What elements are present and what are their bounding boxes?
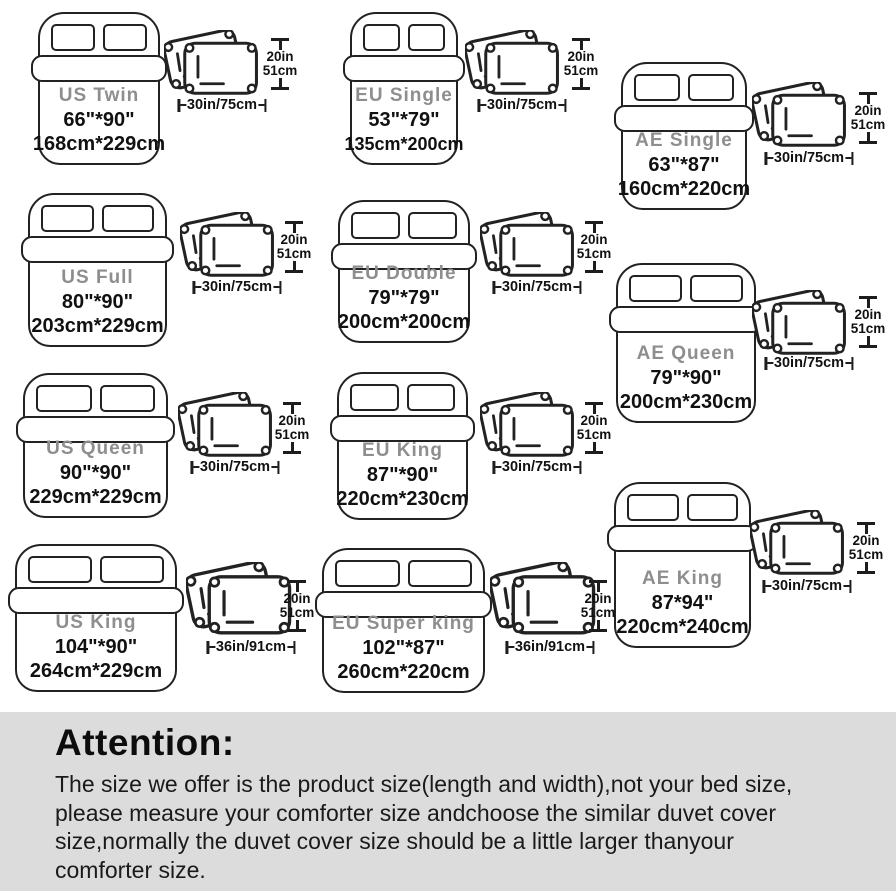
pillow-width-label: 30in/75cm [186,97,258,113]
attention-heading: Attention: [55,722,235,763]
bed-name: US King [55,612,137,633]
bed-pillows [340,202,468,239]
attention-line: please measure your comforter size andchoose the similar duvet cover [55,799,777,826]
bed-label-block [27,85,171,155]
pillow-pair-icon [164,30,264,98]
dim-cap [589,629,607,632]
bed-pillow-icon [408,212,457,239]
bed-size-inches: 79"*90" [650,367,722,389]
pillow-pair [180,212,280,280]
pillow-height-label: 20in 51cm [262,49,298,78]
bed-sheet-band [609,306,763,333]
pillow-pair-icon [752,82,852,150]
bed-pillows [352,14,456,51]
pillow-pair [480,212,580,280]
dim-tick [564,99,567,112]
pillow-height-label: 20in 51cm [576,232,612,261]
front-pillow [201,225,273,275]
pillow-width-dimension [505,639,594,655]
pillow-pair [465,30,565,98]
bed-pillow-icon [335,560,400,587]
bed-label-block [326,440,479,510]
dim-cap [572,87,590,90]
bed-size-cm: 203cm*229cm [31,315,164,337]
dim-line [867,132,870,141]
attention-line: size,normally the duvet cover size should be a little larger thanyour [55,828,734,854]
dim-tick [264,99,267,112]
pillow-width-dimension [764,150,853,166]
bed-size-cm: 264cm*229cm [29,660,163,682]
bed-size-inches: 87*94" [651,592,714,614]
bed-pillows [616,484,749,521]
bed-eu-single [344,12,464,165]
dim-line [865,562,868,571]
bed-pillow-icon [350,384,399,411]
bed-sheet-band [8,587,184,614]
pillow-height-dimension [572,221,616,273]
bed-us-queen [23,373,168,518]
pillow-width-dimension [192,279,281,295]
bed-label-block [17,267,178,337]
bed-pillows [623,64,745,101]
bed-pillow-icon [688,74,734,101]
front-pillow [771,523,843,573]
bed-us-twin [32,12,166,165]
pillow-pair [164,30,264,98]
front-pillow [486,43,558,93]
pillow-height-dimension [559,38,603,90]
dim-line [279,78,282,87]
dim-line [593,442,596,451]
bed-pillows [25,375,166,412]
bed-size-cm: 229cm*229cm [29,486,162,508]
dim-cap [271,87,289,90]
bed-name: US Full [61,267,134,288]
pillow-height-label: 20in 51cm [274,413,310,442]
pillow-pair-icon [180,212,280,280]
pillow-width-dimension [477,97,566,113]
bed-label-block [603,568,762,638]
dim-line [867,336,870,345]
bed-pillow-icon [103,24,147,51]
bed-pillow-icon [363,24,400,51]
bed-ae-single [617,62,751,210]
front-pillow [199,405,271,455]
pillow-width-label: 30in/75cm [773,355,845,371]
pillow-height-dimension [576,580,620,632]
bed-pillow-icon [41,205,94,232]
bed-pillow-icon [100,385,156,412]
dim-line [296,620,299,629]
bed-label-block [327,263,481,333]
bed-ae-king [614,482,751,648]
dim-cap [285,270,303,273]
pillow-pair-icon [480,392,580,460]
pillow-height-label: 20in 51cm [850,103,886,132]
pillow-width-label: 30in/75cm [501,279,573,295]
bed-pillow-icon [634,74,680,101]
dim-line [293,261,296,270]
bed-sheet-band [614,105,754,132]
bed-name: AE Queen [636,343,736,364]
bed-pillows [17,546,175,583]
dim-cap [585,451,603,454]
pillow-width-label: 30in/75cm [773,150,845,166]
bed-pillow-icon [351,212,400,239]
bed-pillow-icon [407,384,456,411]
dim-tick [279,281,282,294]
dim-tick [592,641,595,654]
bed-name: EU Double [351,263,457,284]
dim-tick [579,461,582,474]
attention-body [55,770,792,884]
bed-size-cm: 220cm*240cm [616,616,749,638]
bed-size-inches: 79"*79" [368,287,440,309]
pillow-height-label: 20in 51cm [276,232,312,261]
bed-label-block [605,343,767,413]
pillow-width-dimension [762,578,851,594]
pillow-height-label: 20in 51cm [850,307,886,336]
bed-name: EU Super king [332,613,475,634]
pillow-height-dimension [272,221,316,273]
bed-sheet-band [343,55,465,82]
pillow-pair [480,392,580,460]
bed-label-block [4,612,188,682]
bed-size-cm: 260cm*220cm [337,661,470,683]
bed-pillows [30,195,165,232]
dim-cap [288,629,306,632]
dim-cap [859,141,877,144]
bed-pillow-icon [36,385,92,412]
pillow-width-label: 30in/75cm [199,459,271,475]
dim-tick [851,357,854,370]
bed-pillows [618,265,754,302]
bed-pillows [339,374,466,411]
front-pillow [773,95,845,145]
bed-size-cm: 168cm*229cm [32,133,166,155]
dim-cap [859,345,877,348]
bed-name: US Queen [46,438,145,459]
pillow-pair [750,510,850,578]
dim-tick [293,641,296,654]
bed-name: US Twin [58,85,140,106]
bed-label-block [311,613,496,683]
bed-name: EU King [362,440,443,461]
bed-pillow-icon [102,205,155,232]
pillow-pair-icon [178,392,278,460]
dim-tick [851,152,854,165]
pillow-pair [178,392,278,460]
bed-size-cm: 135cm*200cm [344,134,464,154]
pillow-height-label: 20in 51cm [580,591,616,620]
pillow-width-dimension [492,459,581,475]
front-pillow [501,225,573,275]
pillow-height-label: 20in 51cm [279,591,315,620]
bed-eu-super-king [322,548,485,693]
bed-size-cm: 200cm*200cm [337,311,471,333]
front-pillow [501,405,573,455]
pillow-width-label: 36in/91cm [514,639,586,655]
bed-sheet-band [21,236,174,263]
pillow-pair-icon [750,510,850,578]
dim-cap [283,451,301,454]
dim-tick [579,281,582,294]
pillow-width-dimension [492,279,581,295]
pillow-height-dimension [258,38,302,90]
pillow-width-label: 30in/75cm [771,578,843,594]
bed-pillow-icon [690,275,743,302]
dim-line [580,78,583,87]
bed-pillows [40,14,158,51]
bed-size-inches: 53"*79" [368,109,440,131]
pillow-pair [752,290,852,358]
bed-pillow-icon [627,494,679,521]
bed-size-inches: 66"*90" [63,109,135,131]
pillow-height-label: 20in 51cm [848,533,884,562]
bed-size-inches: 90"*90" [59,462,132,484]
dim-line [597,620,600,629]
pillow-pair [752,82,852,150]
pillow-pair-icon [480,212,580,280]
bed-label-block [610,130,758,200]
bed-size-inches: 80"*90" [61,291,134,313]
bed-pillow-icon [100,556,164,583]
pillow-width-label: 36in/91cm [215,639,287,655]
bed-sheet-band [31,55,167,82]
pillow-width-dimension [206,639,295,655]
bed-eu-king [337,372,468,520]
bed-pillow-icon [28,556,92,583]
pillow-width-dimension [177,97,266,113]
bed-size-cm: 220cm*230cm [336,488,469,510]
bed-size-inches: 104"*90" [54,636,138,658]
bed-name: EU Single [355,85,453,106]
bed-pillow-icon [408,560,473,587]
pillow-height-label: 20in 51cm [563,49,599,78]
bed-size-inches: 102"*87" [362,637,445,659]
attention-panel [0,712,896,891]
bed-sheet-band [330,415,475,442]
bed-name: AE King [642,568,723,589]
pillow-width-dimension [190,459,279,475]
bed-size-inches: 87"*90" [366,464,439,486]
bed-us-full [28,193,167,347]
dim-tick [849,580,852,593]
bed-pillow-icon [408,24,445,51]
dim-cap [585,270,603,273]
bed-sheet-band [607,525,758,552]
bed-us-king [15,544,177,692]
pillow-pair-icon [752,290,852,358]
bed-size-cm: 160cm*220cm [617,178,751,200]
bed-label-block [12,438,179,508]
pillow-height-dimension [846,92,890,144]
bed-pillows [324,550,483,587]
bed-pillow-icon [629,275,682,302]
bed-eu-double [338,200,470,343]
pillow-width-dimension [764,355,853,371]
dim-cap [857,571,875,574]
pillow-width-label: 30in/75cm [501,459,573,475]
front-pillow [773,303,845,353]
attention-line: comforter size. [55,856,206,883]
pillow-height-label: 20in 51cm [576,413,612,442]
bed-size-inches: 63"*87" [648,154,720,176]
pillow-height-dimension [572,402,616,454]
pillow-height-dimension [844,522,888,574]
dim-line [291,442,294,451]
bed-label-block [339,85,469,155]
dim-tick [277,461,280,474]
bed-name: AE Single [635,130,733,151]
front-pillow [185,43,257,93]
pillow-height-dimension [846,296,890,348]
pillow-pair-icon [465,30,565,98]
pillow-width-label: 30in/75cm [486,97,558,113]
pillow-width-label: 30in/75cm [201,279,273,295]
attention-line: The size we offer is the product size(length and width),not your bed size, [55,771,793,797]
bed-size-cm: 200cm*230cm [619,391,753,413]
pillow-height-dimension [270,402,314,454]
dim-line [593,261,596,270]
bed-ae-queen [616,263,756,423]
bed-pillow-icon [51,24,95,51]
bed-pillow-icon [687,494,739,521]
